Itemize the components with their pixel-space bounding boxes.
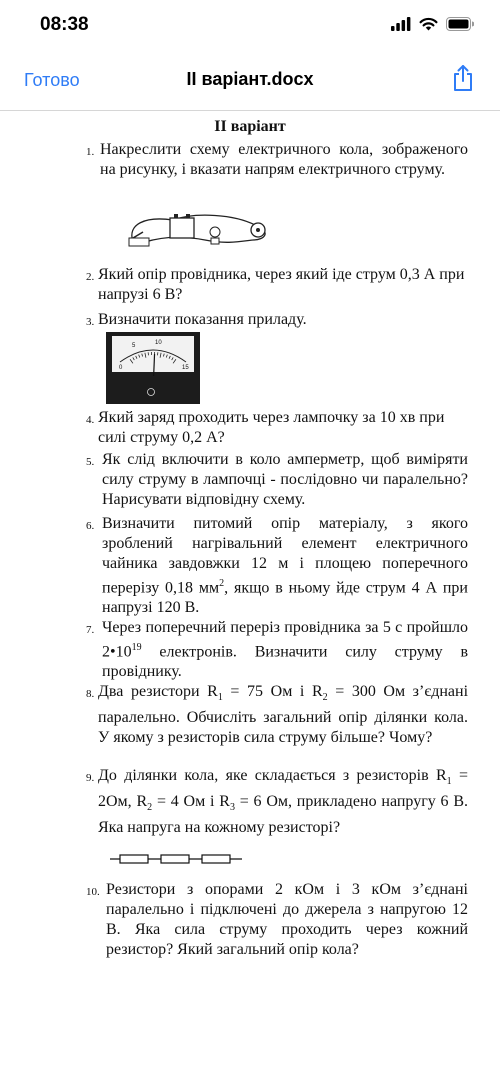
- share-button[interactable]: [452, 64, 474, 97]
- item-number: 10.: [86, 886, 100, 898]
- share-icon: [452, 64, 474, 92]
- question-8-text: Два резистори $R_1 = 75$ Ом і $R_2 = 300$ Ом з’єднані паралельно. Обчисліть загальний опір ділянки кола. У якому з резисторів сила струму більше? Чому?: [98, 683, 469, 747]
- question-7-text: Через поперечний переріз провідника за 5 с пройшло $2•10^{19}$ електронів. Визначити силу струму в провіднику.: [102, 619, 468, 681]
- document-title: ІІ варіант.docx: [186, 69, 314, 89]
- status-bar: [0, 0, 500, 52]
- scale-label-15: 15: [182, 365, 189, 371]
- question-9-text: До ділянки кола, яке складається з резисторів $R_1 = 2Ом$, $R_2 = 4$ Ом і $R_3 = 6$ Ом, прикладено напругу 6 В. Яка напруга на кожному резисторі?: [98, 767, 469, 837]
- item-number: 7.: [86, 624, 95, 636]
- question-5-text: Як слід включити в коло амперметр, щоб виміряти силу струму в лампочці - послідовно чи паралельно? Нарисувати відповідну схему.: [102, 451, 468, 508]
- question-1-text: Накреслити схему електричного кола, зображеного на рисунку, і вказати напрям електричного струму.: [100, 141, 468, 178]
- question-2-text: Який опір провідника, через який іде струм 0,3 А при напрузі 6 В?: [98, 266, 465, 303]
- item-number: 4.: [86, 414, 95, 426]
- document-heading: ІІ варіант: [214, 118, 286, 135]
- question-3-text: Визначити показання приладу.: [98, 311, 307, 328]
- status-time: 08:38: [40, 14, 89, 35]
- question-4-text: Який заряд проходить через лампочку за 10 хв при силі струму 0,2 А?: [98, 409, 445, 446]
- document-viewer[interactable]: [0, 110, 500, 1082]
- cellular-signal-icon: [391, 17, 411, 31]
- question-6-text: Визначити питомий опір матеріалу, з якого зроблений нагрівальний елемент електричного чайника завдовжки 12 м і площею поперечного перерізу 0,18 $мм^2$, якщо в ньому йде струм 4 А при напрузі 120 В.: [102, 515, 468, 617]
- scale-label-0: 0: [119, 365, 123, 371]
- status-icons: [391, 17, 474, 31]
- battery-icon: [446, 17, 474, 31]
- navigation-bar: [0, 52, 500, 111]
- item-number: 5.: [86, 456, 95, 468]
- item-number: 6.: [86, 520, 95, 532]
- wifi-icon: [419, 17, 438, 31]
- scale-label-5: 5: [132, 343, 136, 349]
- item-number: 8.: [86, 688, 95, 700]
- question-10-text: Резистори з опорами 2 кОм і 3 кОм з’єднані паралельно і підключені до джерела з напругою 12 В. Яка сила струму проходить через кожний резистор? Який загальний опір кола?: [106, 881, 468, 958]
- meter-figure: [106, 332, 200, 404]
- done-button[interactable]: Готово: [24, 70, 80, 90]
- item-number: 3.: [86, 316, 95, 328]
- resistors-figure: [110, 853, 242, 865]
- item-number: 9.: [86, 772, 95, 784]
- item-number: 1.: [86, 146, 95, 158]
- scale-label-10: 10: [155, 340, 162, 346]
- item-number: 2.: [86, 271, 95, 283]
- circuit-figure: [125, 206, 273, 250]
